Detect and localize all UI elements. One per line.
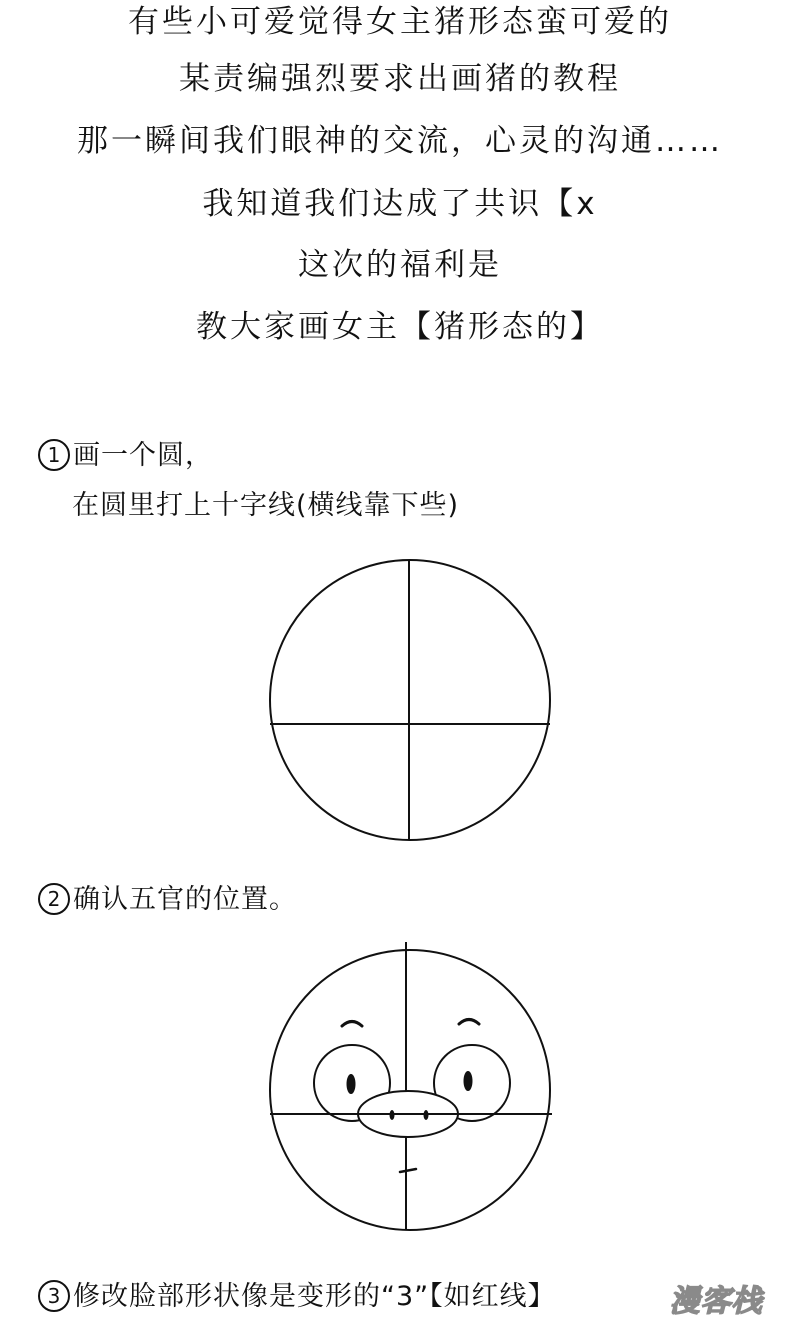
intro-line-3: 那一瞬间我们眼神的交流，心灵的沟通…… xyxy=(77,123,723,159)
step-3-line-1: 修改脸部形状像是变形的“3”【如红线】 xyxy=(73,1281,556,1312)
step-1-number: 1 xyxy=(38,439,70,471)
mouth-mark xyxy=(400,1169,416,1172)
step-1-line-2: 在圆里打上十字线(横线靠下些) xyxy=(72,490,460,521)
intro-line-6: 教大家画女主【猪形态的】 xyxy=(196,309,604,345)
step-1-line-1: 画一个圆， xyxy=(73,440,213,471)
intro-line-5: 这次的福利是 xyxy=(298,247,502,283)
step-2-number: 2 xyxy=(38,883,70,915)
left-nostril xyxy=(390,1110,395,1120)
left-pupil xyxy=(347,1074,356,1094)
watermark-text: 漫客栈 xyxy=(669,1284,763,1319)
step-2-face-drawing xyxy=(260,940,560,1240)
step-2-title xyxy=(38,882,297,918)
intro-line-4: 我知道我们达成了共识【x xyxy=(202,186,598,222)
face-circle xyxy=(270,950,550,1230)
intro-line-1: 有些小可爱觉得女主猪形态蛮可爱的 xyxy=(128,4,672,40)
intro-line-2: 某责编强烈要求出画猪的教程 xyxy=(179,61,621,97)
watermark-logo xyxy=(642,1278,790,1326)
right-pupil xyxy=(464,1071,473,1091)
step-3-number: 3 xyxy=(38,1280,70,1312)
step-1-title xyxy=(38,438,213,474)
left-eyebrow xyxy=(342,1022,362,1027)
right-nostril xyxy=(424,1110,429,1120)
step-1-circle-drawing xyxy=(260,550,560,850)
step-3-title xyxy=(38,1279,556,1315)
step-2-line-1: 确认五官的位置。 xyxy=(73,884,297,915)
right-eyebrow xyxy=(459,1020,479,1025)
